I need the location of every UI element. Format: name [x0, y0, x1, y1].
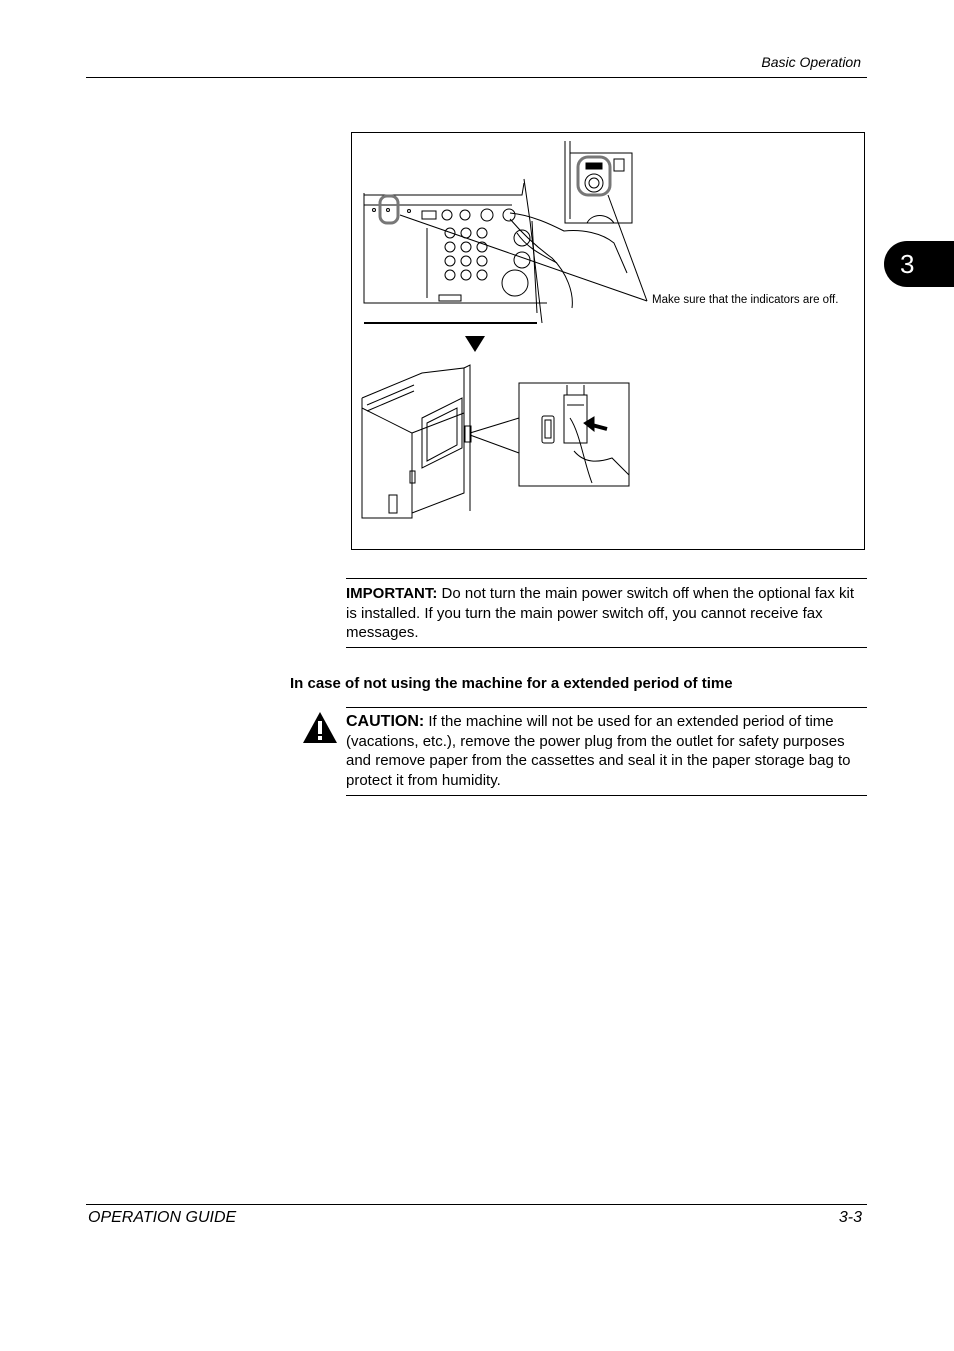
caution-note	[346, 707, 867, 796]
power-off-illustration	[351, 132, 865, 550]
important-note	[346, 578, 867, 648]
important-text: Do not turn the main power switch off when the optional fax kit is installed. If you turn the main power switch off, you cannot receive fax messages.	[346, 585, 855, 641]
chapter-tab	[884, 241, 954, 287]
header-rule	[86, 77, 867, 78]
caution-label: CAUTION:	[346, 713, 425, 730]
footer-page-number: 3-3	[838, 1209, 862, 1226]
illustration-drawing	[352, 133, 866, 551]
chapter-number: 3	[900, 249, 915, 279]
warning-triangle-icon	[302, 711, 338, 744]
footer-rule	[86, 1204, 867, 1205]
running-header: Basic Operation	[761, 54, 861, 70]
important-label: IMPORTANT:	[346, 585, 438, 602]
figure-caption: Make sure that the indicators are off.	[652, 294, 839, 306]
section-heading: In case of not using the machine for a extended period of time	[290, 675, 733, 692]
footer-guide-title: OPERATION GUIDE	[88, 1209, 237, 1226]
caution-text: If the machine will not be used for an extended period of time (vacations, etc.), remove the power plug from the outlet for safety purposes and remove paper from the cassettes and seal it in the paper storage bag to protect it from humidity.	[346, 713, 851, 789]
